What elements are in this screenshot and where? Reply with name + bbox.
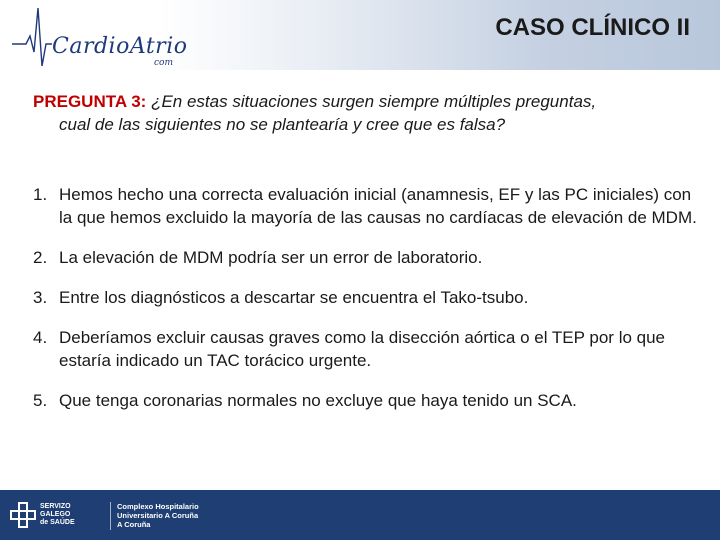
logo-brand-second: Atrio — [129, 34, 188, 59]
question-block — [33, 90, 703, 136]
option-number: 1. — [33, 185, 48, 204]
list-item — [33, 183, 703, 229]
footer-bar — [0, 490, 720, 540]
footer-divider — [110, 502, 111, 530]
sergas-line2: GALEGO — [40, 511, 71, 518]
list-item — [33, 326, 703, 372]
sergas-line1: SERVIZO — [40, 503, 71, 510]
list-item — [33, 389, 703, 412]
option-text: Entre los diagnósticos a descartar se encuentra el Tako-tsubo. — [59, 288, 529, 307]
list-item — [33, 286, 703, 309]
question-label: PREGUNTA 3: — [33, 92, 147, 111]
hospital-line1: Complexo Hospitalario — [117, 502, 199, 511]
logo-suffix: com — [154, 58, 173, 68]
option-number: 5. — [33, 391, 48, 410]
option-text: Que tenga coronarias normales no excluye que haya tenido un SCA. — [59, 391, 577, 410]
logo-brand-main: Cardio — [52, 34, 130, 59]
sergas-logo — [10, 498, 75, 532]
logo-wordmark — [52, 34, 187, 59]
cardioatrio-logo — [12, 8, 188, 68]
options-list — [33, 183, 703, 429]
option-text: La elevación de MDM podría ser un error de laboratorio. — [59, 248, 483, 267]
option-number: 3. — [33, 288, 48, 307]
option-number: 2. — [33, 248, 48, 267]
hospital-label — [117, 502, 199, 529]
hospital-line3: A Coruña — [117, 520, 151, 529]
sergas-label — [40, 503, 75, 527]
sergas-line3: de SAÚDE — [40, 519, 75, 526]
question-text-line1: ¿En estas situaciones surgen siempre múltiples preguntas, — [146, 92, 597, 111]
option-number: 4. — [33, 328, 48, 347]
question-text-line2: cual de las siguientes no se plantearía y cree que es falsa? — [59, 115, 506, 134]
option-text: Deberíamos excluir causas graves como la disección aórtica o el TEP por lo que estaría indicado un TAC torácico urgente. — [59, 328, 666, 370]
slide-title: CASO CLÍNICO II — [495, 14, 690, 41]
hospital-line2: Universitario A Coruña — [117, 511, 199, 520]
list-item — [33, 246, 703, 269]
option-text: Hemos hecho una correcta evaluación inicial (anamnesis, EF y las PC iniciales) con la que hemos excluido la mayoría de las causas no cardíacas de elevación de MDM. — [59, 185, 697, 227]
sergas-cross-icon — [10, 502, 36, 528]
